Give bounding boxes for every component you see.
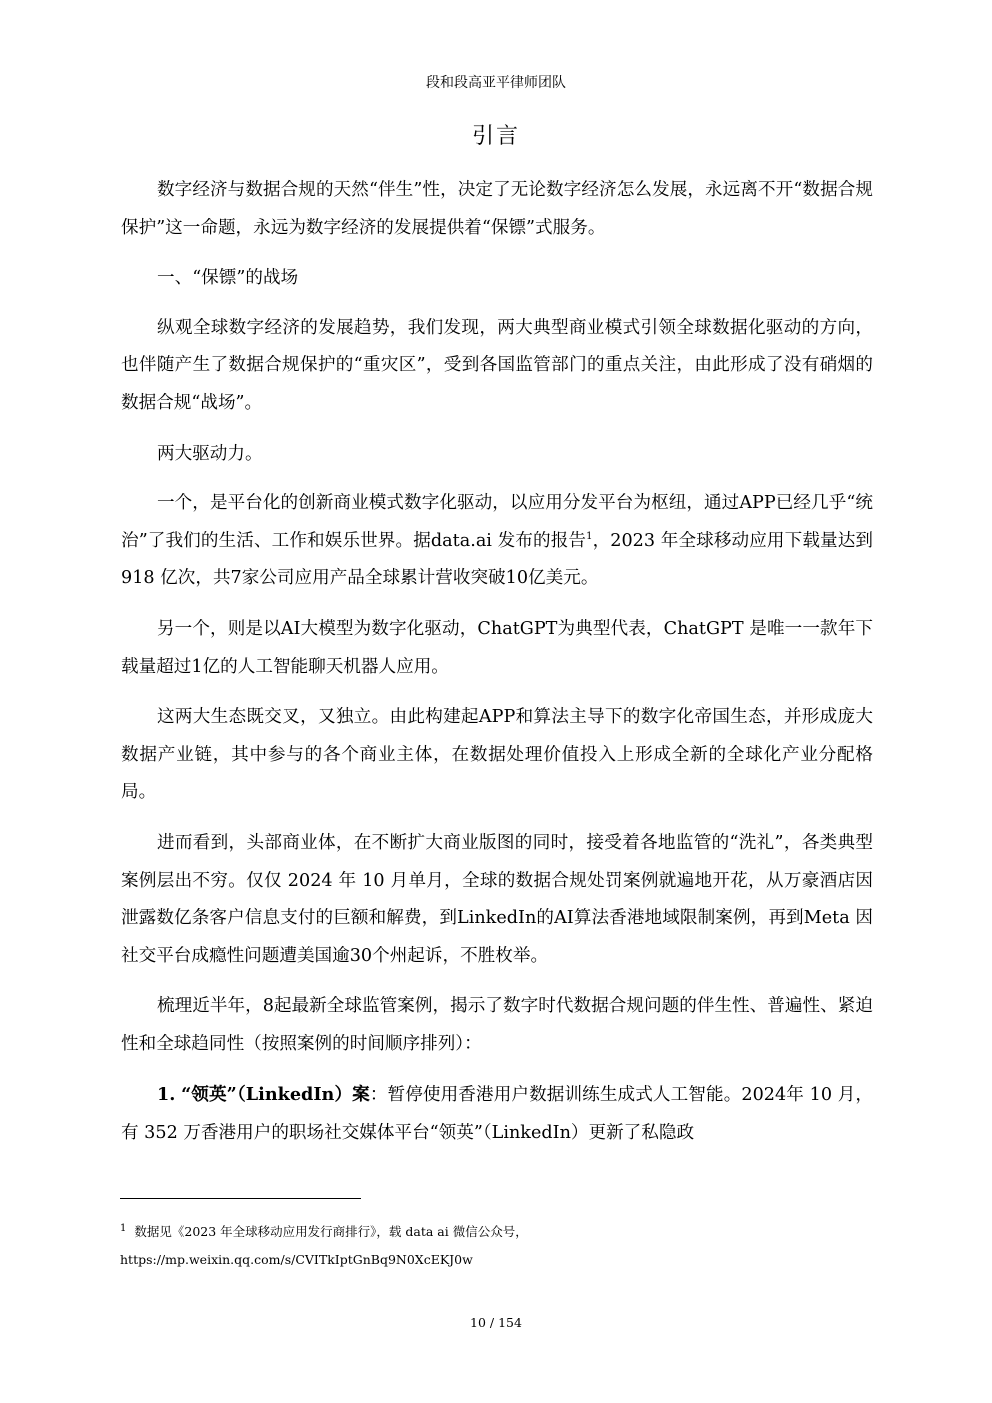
paragraph: 纵观全球数字经济的发展趋势，我们发现，两大典型商业模式引领全球数据化驱动的方向，也伴随产生了数据合规保护的“重灾区”，受到各国监管部门的重点关注，由此形成了没有硝烟的数据合规“战场”。 [121,317,873,413]
paragraph: 另一个，则是以AI大模型为数字化驱动，ChatGPT为典型代表，ChatGPT 是唯一一款年下载量超过1亿的人工智能聊天机器人应用。 [121,618,873,677]
paragraph: 这两大生态既交叉，又独立。由此构建起APP和算法主导下的数字化帝国生态，并形成庞大数据产业链，其中参与的各个商业主体，在数据处理价值投入上形成全新的全球化产业分配格局。 [121,707,873,803]
footnote-text: 数据见《2023 年全球移动应用发行商排行》，载 data ai 微信公众号， [134,1224,528,1239]
paragraph [121,485,873,598]
case-paragraph [121,1076,873,1152]
section-heading: 一、“保镖”的战场 [157,268,299,289]
case-name: “领英”（LinkedIn）案 [181,1084,370,1106]
paragraph-text: 一个，是平台化的创新商业模式数字化驱动，以应用分发平台为枢纽，通过APP已经几乎“统治”了我们的生活、工作和娱乐世界。据data.ai 发布的报告 [121,493,873,551]
section-title: 引言 [471,124,520,149]
case-text: ：暂停使用香港用户数据训练生成式人工智能。2024年 10 月，有 352 万香港用户的职场社交媒体平台“领英”（LinkedIn）更新了私隐政 [121,1085,874,1144]
case-number: 1. [157,1084,176,1106]
paragraph: 进而看到，头部商业体，在不断扩大商业版图的同时，接受着各地监管的“洗礼”，各类典型案例层出不穷。仅仅 2024 年 10 月单月，全球的数据合规处罚案例就遍地开花，从万豪酒店因泄露数亿条客户信息支付的巨额和解费，到LinkedIn的AI算法香港地域限制案例，再到Meta 因社交平台成瘾性问题遭美国逾30个州起诉，不胜枚举。 [121,832,873,966]
running-header: 段和段高亚平律师团队 [426,75,566,91]
page-number: 10 / 154 [470,1315,522,1330]
paragraph: 数字经济与数据合规的天然“伴生”性，决定了无论数字经济怎么发展，永远离不开“数据合规保护”这一命题，永远为数字经济的发展提供着“保镖”式服务。 [121,180,873,238]
footnote-separator [120,1198,361,1199]
body-text [121,172,873,1166]
footnote-url[interactable]: https://mp.weixin.qq.com/s/CVITkIptGnBq9N0XcEKJ0w [120,1252,473,1267]
paragraph-text: ，2023 年全球移动应用下载量达到 918 亿次，共7家公司应用产品全球累计营收突破10亿美元。 [121,530,873,589]
footnote-mark: 1 [120,1222,127,1234]
footnote-reference[interactable]: 1 [586,530,593,542]
paragraph: 梳理近半年，8起最新全球监管案例，揭示了数字时代数据合规问题的伴生性、普遍性、紧迫性和全球趋同性（按照案例的时间顺序排列）： [121,996,873,1054]
paragraph: 两大驱动力。 [157,443,263,464]
footnote [120,1223,880,1241]
